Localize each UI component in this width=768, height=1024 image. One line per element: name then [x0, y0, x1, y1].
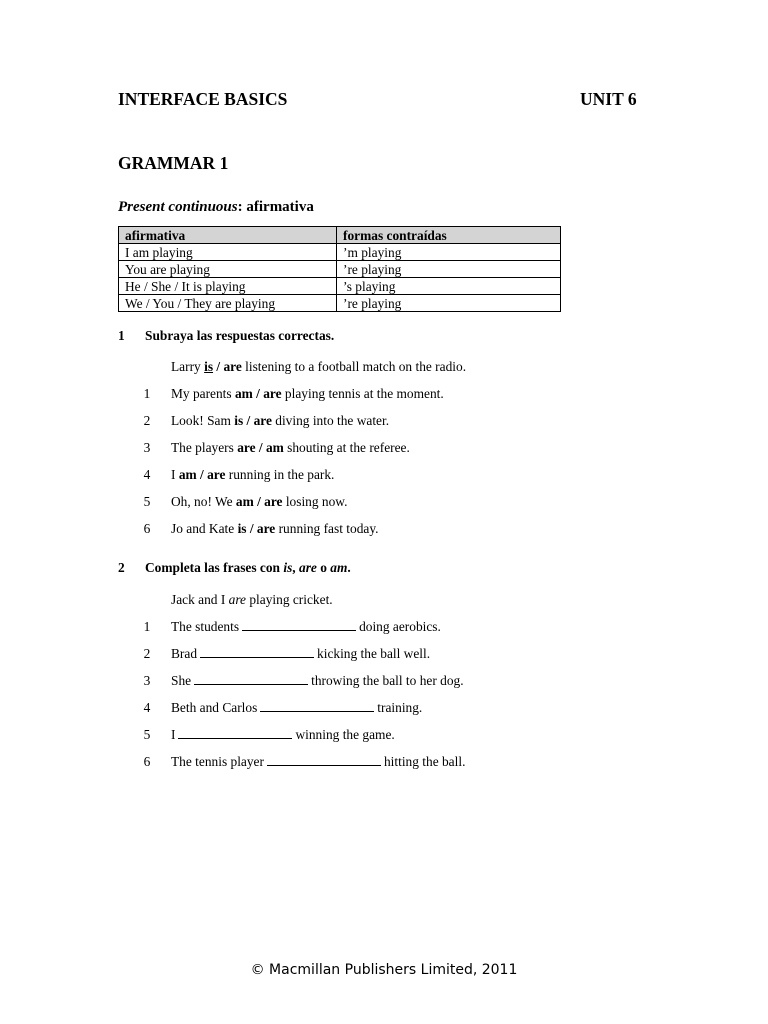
table-row [119, 261, 561, 278]
example-text: Larry [171, 359, 205, 374]
instruction-word: are [299, 560, 317, 575]
item-options[interactable]: am / are [235, 494, 283, 509]
item-text: winning the game. [295, 727, 395, 742]
item-text: I [171, 467, 179, 482]
answer-blank[interactable] [178, 737, 292, 739]
item-text: I [171, 727, 176, 742]
table-row [119, 244, 561, 261]
instruction-word: am [330, 560, 348, 575]
instruction-text: , [292, 560, 299, 575]
exercise-1-item [140, 440, 410, 456]
item-number: 5 [143, 494, 151, 509]
exercise-1-example [171, 359, 466, 375]
item-number: 2 [143, 413, 151, 428]
item-number: 1 [143, 619, 151, 634]
table-cell: ’m playing [337, 244, 561, 261]
exercise-2-number: 2 [118, 560, 125, 575]
exercise-2-item [140, 646, 430, 662]
item-number: 3 [143, 440, 151, 455]
item-number: 2 [143, 646, 151, 661]
item-options[interactable]: am / are [234, 386, 282, 401]
answer-blank[interactable] [242, 629, 356, 631]
item-text: My parents [171, 386, 235, 401]
exercise-1-item [140, 413, 389, 429]
subtitle-rest: : afirmativa [237, 199, 314, 215]
item-text: kicking the ball well. [317, 646, 431, 661]
subtitle-italic: Present continuous [118, 199, 238, 215]
example-answer: is [204, 359, 214, 374]
exercise-2-item [140, 619, 441, 635]
exercise-2-item [140, 673, 464, 689]
table-cell: ’re playing [337, 295, 561, 312]
exercise-1-item [140, 494, 347, 510]
item-text: Jo and Kate [171, 521, 238, 536]
example-separator: / [213, 359, 224, 374]
item-text: doing aerobics. [359, 619, 441, 634]
table-subtitle [118, 199, 314, 216]
item-text: losing now. [282, 494, 348, 509]
exercise-2-item [140, 700, 422, 716]
answer-blank[interactable] [260, 710, 374, 712]
example-answer: are [228, 592, 246, 607]
table-header-row [119, 227, 561, 244]
exercise-2-example [171, 592, 333, 608]
table-cell: ’re playing [337, 261, 561, 278]
item-text: running fast today. [275, 521, 379, 536]
item-text: shouting at the referee. [283, 440, 410, 455]
item-text: Look! Sam [171, 413, 235, 428]
exercise-2-item [140, 727, 395, 743]
item-number: 4 [143, 700, 151, 715]
table-cell: You are playing [119, 261, 337, 278]
table-cell: I am playing [119, 244, 337, 261]
exercise-2-item [140, 754, 465, 770]
example-text: Jack and I [171, 592, 229, 607]
item-number: 5 [143, 727, 151, 742]
example-text: playing cricket. [246, 592, 333, 607]
copyright-footer: © Macmillan Publishers Limited, 2011 [250, 962, 518, 978]
exercise-1-item [140, 386, 444, 402]
table-row [119, 278, 561, 295]
item-text: The tennis player [171, 754, 264, 769]
table-header: formas contraídas [337, 227, 561, 244]
item-options[interactable]: is / are [237, 521, 276, 536]
unit-label: UNIT 6 [580, 89, 637, 109]
instruction-text: . [347, 560, 351, 575]
item-number: 4 [143, 467, 151, 482]
item-text: training. [377, 700, 423, 715]
item-text: hitting the ball. [383, 754, 466, 769]
example-option: are [223, 359, 242, 374]
item-text: Brad [171, 646, 198, 661]
header-title: INTERFACE BASICS [118, 89, 288, 109]
item-options[interactable]: am / are [178, 467, 226, 482]
section-title: GRAMMAR 1 [118, 153, 229, 173]
exercise-2-instruction [145, 560, 351, 576]
exercise-1-instruction: Subraya las respuestas correctas. [145, 328, 335, 343]
item-text: playing tennis at the moment. [281, 386, 444, 401]
table-header: afirmativa [119, 227, 337, 244]
item-number: 6 [143, 754, 151, 769]
grammar-table [118, 226, 561, 312]
item-number: 6 [143, 521, 151, 536]
instruction-text: o [316, 560, 331, 575]
item-text: The players [171, 440, 238, 455]
item-text: Oh, no! We [171, 494, 236, 509]
example-text: listening to a football match on the radio. [241, 359, 467, 374]
answer-blank[interactable] [194, 683, 308, 685]
item-options[interactable]: is / are [234, 413, 272, 428]
item-text: She [171, 673, 192, 688]
item-text: throwing the ball to her dog. [311, 673, 464, 688]
item-text: Beth and Carlos [171, 700, 258, 715]
item-options[interactable]: are / am [237, 440, 284, 455]
table-cell: We / You / They are playing [119, 295, 337, 312]
instruction-word: is [283, 560, 293, 575]
item-text: running in the park. [225, 467, 335, 482]
answer-blank[interactable] [200, 656, 314, 658]
instruction-text: Completa las frases con [145, 560, 284, 575]
item-number: 3 [143, 673, 151, 688]
table-row [119, 295, 561, 312]
item-number: 1 [143, 386, 151, 401]
exercise-1-item [140, 467, 334, 483]
table-cell: ’s playing [337, 278, 561, 295]
exercise-1-item [140, 521, 379, 537]
answer-blank[interactable] [267, 764, 381, 766]
item-text: The students [171, 619, 240, 634]
item-text: diving into the water. [271, 413, 390, 428]
exercise-1-number: 1 [118, 328, 125, 343]
table-cell: He / She / It is playing [119, 278, 337, 295]
